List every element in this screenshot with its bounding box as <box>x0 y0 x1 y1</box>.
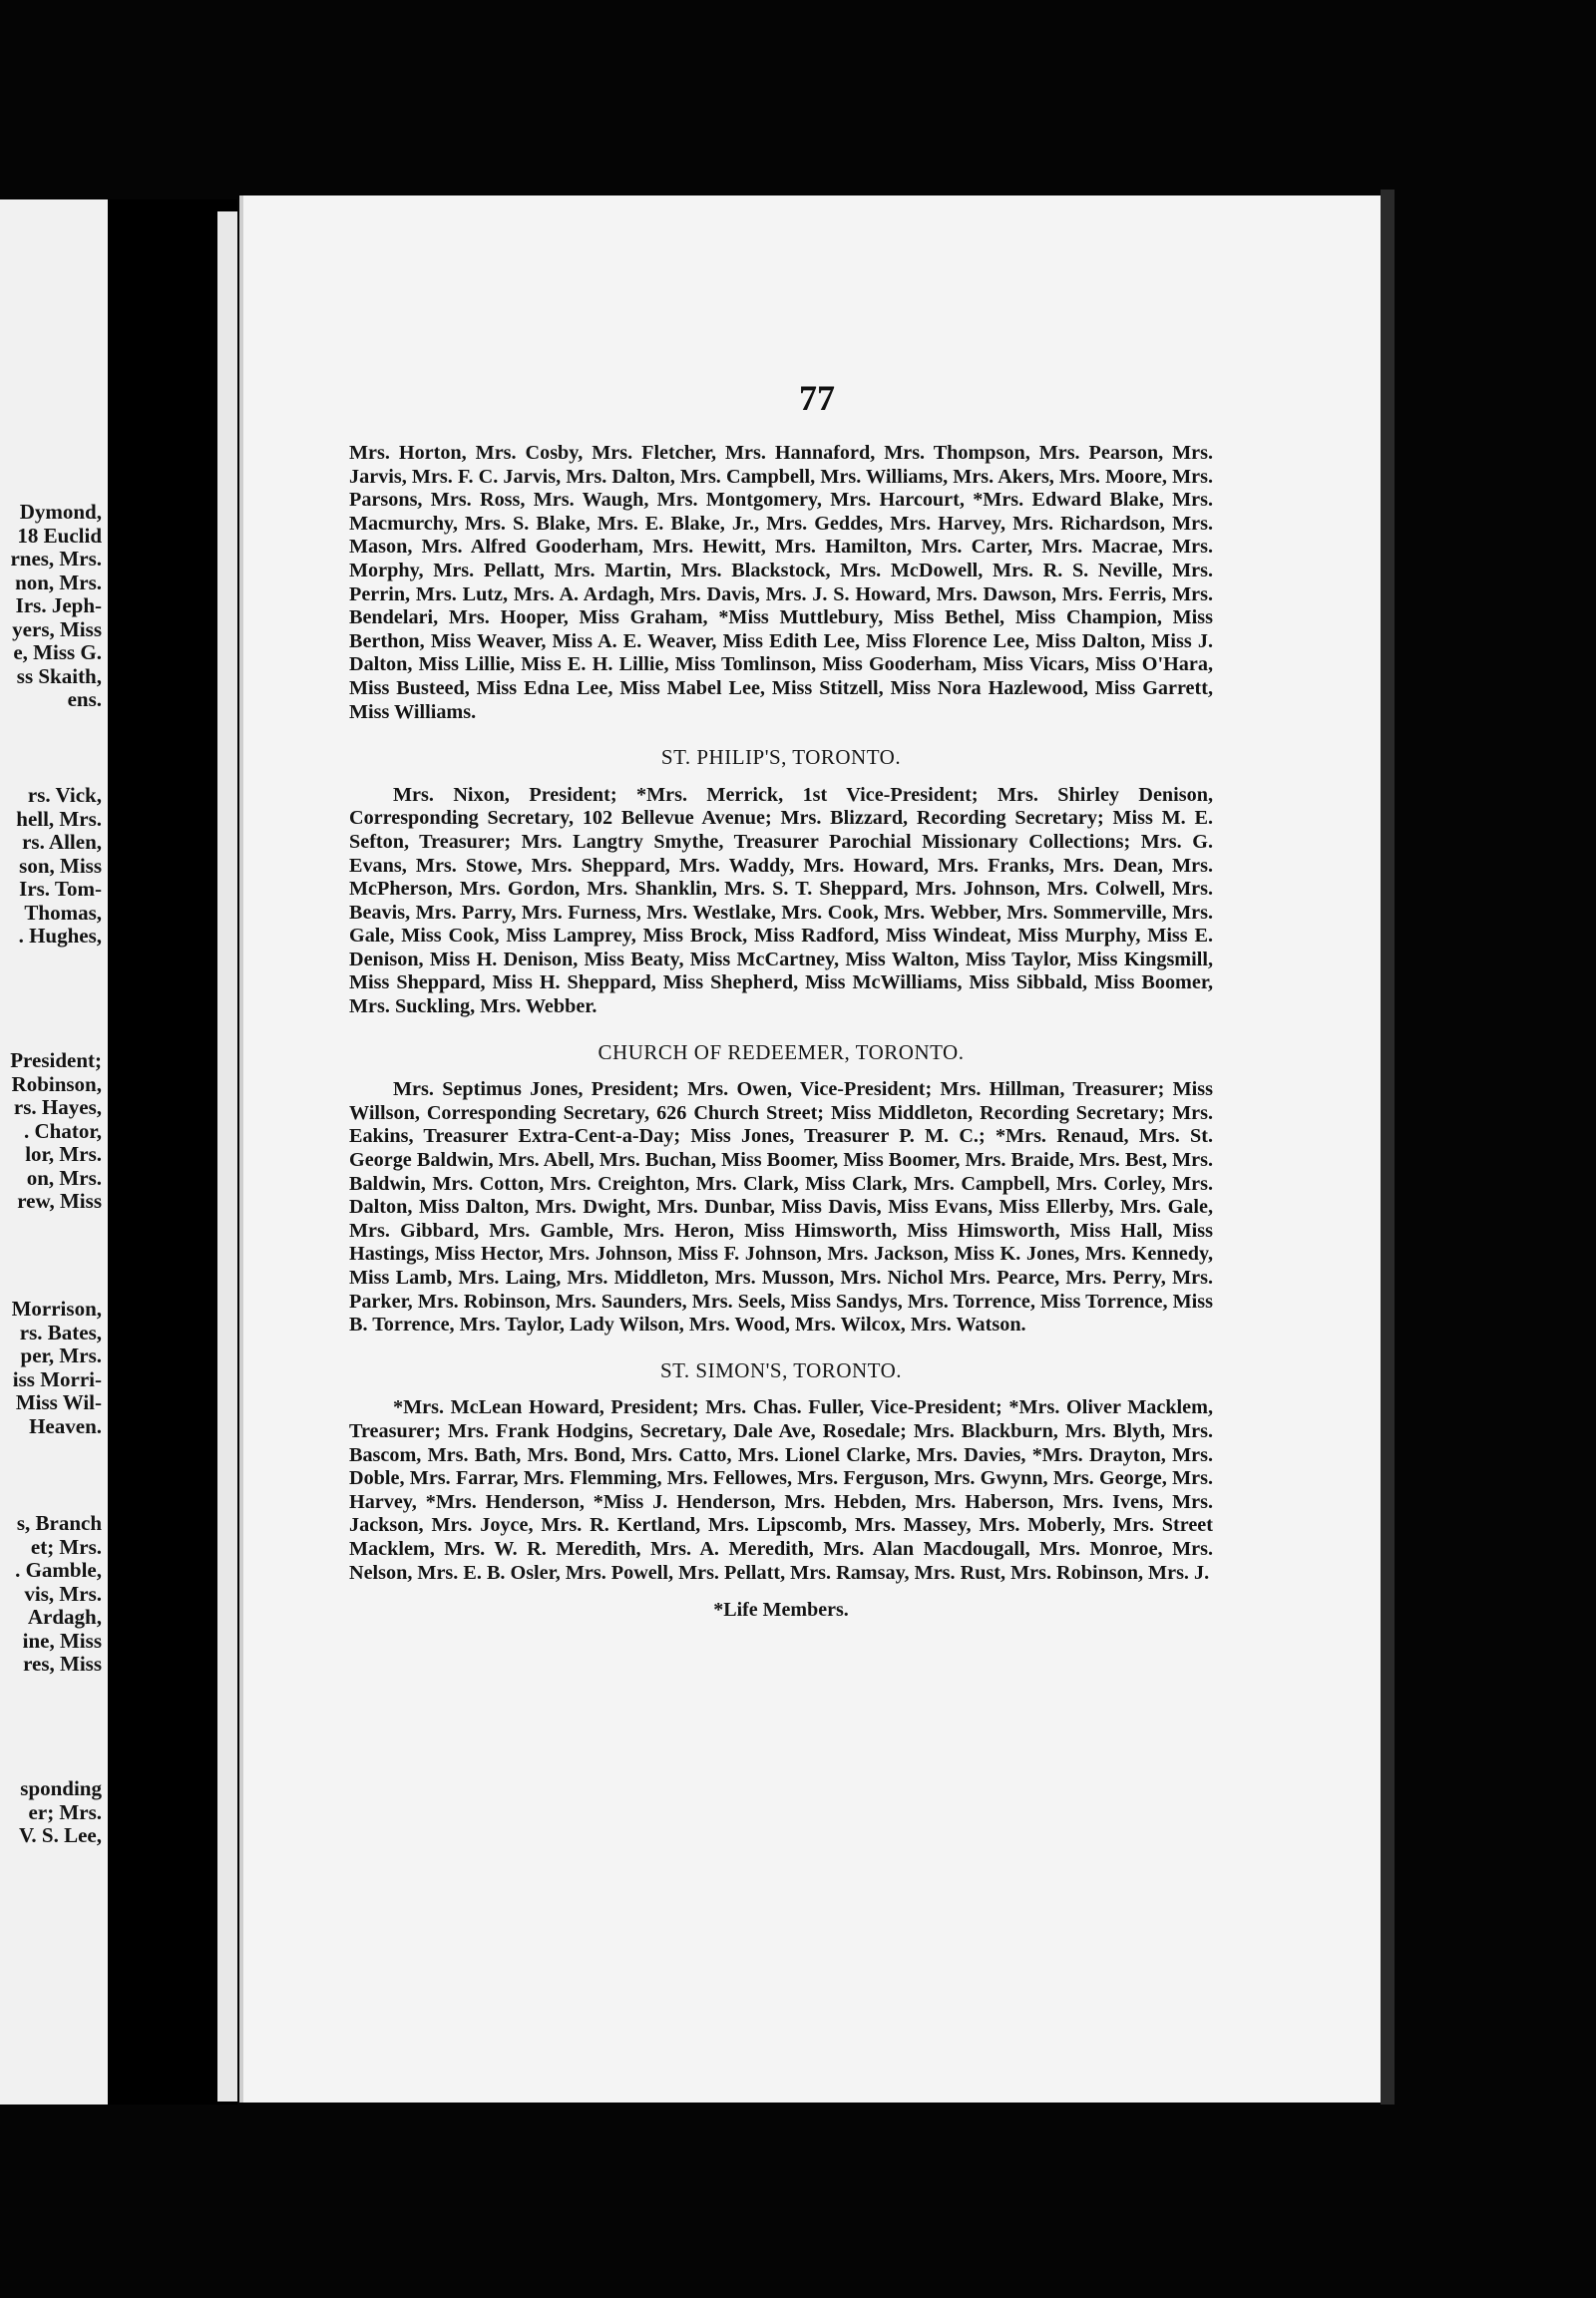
left-page-line: rew, Miss <box>17 1189 102 1213</box>
left-page-block-3 <box>10 1049 102 1214</box>
section-heading-church-of-redeemer: CHURCH OF REDEEMER, TORONTO. <box>598 1039 965 1064</box>
left-page-line: e, Miss G. <box>13 640 102 664</box>
left-page-line: non, Mrs. <box>15 570 102 594</box>
left-page-line: son, Miss <box>19 853 102 878</box>
left-page-line: Miss Wil- <box>15 1390 102 1414</box>
left-page-line: Thomas, <box>24 900 102 925</box>
page-number: 77 <box>799 378 835 418</box>
section-heading-st-simons: ST. SIMON'S, TORONTO. <box>659 1357 903 1382</box>
left-page-block-1 <box>10 501 102 712</box>
left-page-line: er; Mrs. <box>28 1799 102 1824</box>
section-heading-st-philips: ST. PHILIP'S, TORONTO. <box>660 745 902 770</box>
left-page-line: hell, Mrs. <box>16 806 102 831</box>
left-page-block-5 <box>15 1512 102 1677</box>
spine-edge <box>217 211 237 2102</box>
footnote-life-members: *Life Members. <box>713 1599 849 1622</box>
left-page-block-2 <box>16 784 102 949</box>
left-page-line: yers, Miss <box>12 616 102 641</box>
section-text-st-philips: Mrs. Nixon, President; *Mrs. Merrick, 1st Vice-President; Mrs. Shirley Denison, Corresponding Secretary, 102 Bellevue Avenue; Mrs. Blizzard, Recording Secretary; Miss M. E. Sefton, Treasurer; Mrs. Langtry Smythe, Treasurer Parochial Missionary Collections; Mrs. G. Evans, Mrs. Stowe, Mrs. Sheppard, Mrs. Waddy, Mrs. Howard, Mrs. Franks, Mrs. Dean, Mrs. McPherson, Mrs. Gordon, Mrs. Shanklin, Mrs. S. T. Sheppard, Mrs. Johnson, Mrs. Colwell, Mrs. Beavis, Mrs. Parry, Mrs. Furness, Mrs. Westlake, Mrs. Cook, Mrs. Webber, Mrs. Sommerville, Mrs. Gale, Miss Cook, Miss Lamprey, Miss Brock, Miss Radford, Miss Windeat, Miss Murphy, Miss E. Denison, Miss H. Denison, Miss Beaty, Miss McCartney, Miss Walton, Miss Taylor, Miss Kingsmill, Miss Sheppard, Miss H. Sheppard, Miss Shepherd, Miss McWilliams, Miss Sibbald, Miss Boomer, Mrs. Suckling, Mrs. Webber. <box>349 783 1213 1018</box>
section-text-st-simons: *Mrs. McLean Howard, President; Mrs. Chas. Fuller, Vice-President; *Mrs. Oliver Macklem, Treasurer; Mrs. Frank Hodgins, Secretary, Dale Ave, Rosedale; Mrs. Blackburn, Mrs. Blyth, Mrs. Bascom, Mrs. Bath, Mrs. Bond, Mrs. Catto, Mrs. Lionel Clarke, Mrs. Davies, *Mrs. Drayton, Mrs. Doble, Mrs. Farrar, Mrs. Flemming, Mrs. Fellowes, Mrs. Ferguson, Mrs. Gwynn, Mrs. George, Mrs. Harvey, *Mrs. Henderson, *Miss J. Henderson, Mrs. Hebden, Mrs. Haberson, Mrs. Ivens, Mrs. Jackson, Mrs. Joyce, Mrs. R. Kertland, Mrs. Lipscomb, Mrs. Massey, Mrs. Moberly, Mrs. Street Macklem, Mrs. W. R. Meredith, Mrs. A. Meredith, Mrs. Alan Macdougall, Mrs. Monroe, Mrs. Nelson, Mrs. E. B. Osler, Mrs. Powell, Mrs. Pellatt, Mrs. Ramsay, Mrs. Rust, Mrs. Robinson, Mrs. J. <box>349 1396 1213 1584</box>
left-page-line: vis, Mrs. <box>24 1581 102 1606</box>
left-page-line: . Gamble, <box>15 1558 102 1582</box>
left-page-line: Irs. Jeph- <box>15 593 102 617</box>
left-page-line: Heaven. <box>29 1413 102 1438</box>
left-page-line: President; <box>10 1048 102 1072</box>
left-page-line: 18 Euclid <box>17 523 102 548</box>
left-page-line: rs. Vick, <box>27 783 102 807</box>
left-page-line: on, Mrs. <box>26 1165 102 1190</box>
left-page-block-6 <box>19 1777 102 1848</box>
left-page-line: Robinson, <box>11 1071 102 1096</box>
left-page-line: rs. Allen, <box>22 830 102 854</box>
left-page-line: . Chator, <box>24 1118 102 1143</box>
left-page-line: rs. Hayes, <box>13 1095 102 1119</box>
book-page <box>239 195 1391 2103</box>
left-page-line: per, Mrs. <box>20 1343 102 1367</box>
page-right-edge <box>1381 190 1395 2105</box>
left-page-line: ine, Miss <box>22 1628 102 1653</box>
left-page-line: iss Morri- <box>12 1366 102 1391</box>
left-page-line: rnes, Mrs. <box>10 547 102 571</box>
intro-member-list: Mrs. Horton, Mrs. Cosby, Mrs. Fletcher, Mrs. Hannaford, Mrs. Thompson, Mrs. Pearson, Mrs. Jarvis, Mrs. F. C. Jarvis, Mrs. Dalton, Mrs. Campbell, Mrs. Williams, Mrs. Akers, Mrs. Moore, Mrs. Parsons, Mrs. Ross, Mrs. Waugh, Mrs. Montgomery, Mrs. Harcourt, *Mrs. Edward Blake, Mrs. Macmurchy, Mrs. S. Blake, Mrs. E. Blake, Jr., Mrs. Geddes, Mrs. Harvey, Mrs. Richardson, Mrs. Mason, Mrs. Alfred Gooderham, Mrs. Hewitt, Mrs. Hamilton, Mrs. Carter, Mrs. Macrae, Mrs. Morphy, Mrs. Pellatt, Mrs. Martin, Mrs. Blackstock, Mrs. McDowell, Mrs. R. S. Neville, Mrs. Perrin, Mrs. Lutz, Mrs. A. Ardagh, Mrs. Davis, Mrs. J. S. Howard, Mrs. Dawson, Mrs. Ferris, Mrs. Bendelari, Mrs. Hooper, Miss Graham, *Miss Muttlebury, Miss Bethel, Miss Champion, Miss Berthon, Miss Weaver, Miss A. E. Weaver, Miss Edith Lee, Miss Florence Lee, Miss Dalton, Miss J. Dalton, Miss Lillie, Miss E. H. Lillie, Miss Tomlinson, Miss Gooderham, Miss Vicars, Miss O'Hara, Miss Busteed, Miss Edna Lee, Miss Mabel Lee, Miss Stitzell, Miss Nora Hazlewood, Miss Garrett, Miss Williams. <box>349 442 1213 723</box>
left-page-line: rs. Bates, <box>19 1320 102 1344</box>
page-content <box>349 442 1213 1623</box>
left-page-block-4 <box>12 1298 102 1438</box>
left-page-line: sponding <box>20 1776 102 1800</box>
left-page-line: ens. <box>67 687 102 711</box>
left-page-line: et; Mrs. <box>30 1534 102 1559</box>
left-page-line: ss Skaith, <box>16 663 102 688</box>
left-page-line: Irs. Tom- <box>19 877 102 901</box>
left-page-line: Dymond, <box>19 500 102 524</box>
left-page-line: Ardagh, <box>27 1605 102 1629</box>
left-page-line: lor, Mrs. <box>25 1142 102 1166</box>
left-page-line: . Hughes, <box>18 924 102 948</box>
left-page-line: s, Branch <box>16 1511 102 1535</box>
left-page-line: Morrison, <box>11 1297 102 1321</box>
section-text-church-of-redeemer: Mrs. Septimus Jones, President; Mrs. Owen, Vice-President; Mrs. Hillman, Treasurer; Miss Willson, Corresponding Secretary, 626 Church Street; Miss Middleton, Recording Secretary; Mrs. Eakins, Treasurer Extra-Cent-a-Day; Miss Jones, Treasurer P. M. C.; *Mrs. Renaud, Mrs. St. George Baldwin, Mrs. Abell, Mrs. Buchan, Miss Boomer, Miss Boomer, Mrs. Braide, Mrs. Best, Mrs. Baldwin, Mrs. Cotton, Mrs. Creighton, Mrs. Clark, Miss Clark, Mrs. Campbell, Mrs. Corley, Mrs. Dalton, Miss Dalton, Mrs. Dwight, Mrs. Dunbar, Miss Davis, Miss Evans, Miss Ellerby, Mrs. Gale, Mrs. Gibbard, Mrs. Gamble, Mrs. Heron, Miss Himsworth, Miss Himsworth, Miss Hall, Miss Hastings, Miss Hector, Mrs. Johnson, Miss F. Johnson, Mrs. Jackson, Miss K. Jones, Mrs. Kennedy, Miss Lamb, Mrs. Laing, Mrs. Middleton, Mrs. Musson, Mrs. Nichol Mrs. Pearce, Mrs. Perry, Mrs. Parker, Mrs. Robinson, Mrs. Saunders, Mrs. Seels, Miss Sandys, Mrs. Torrence, Miss Torrence, Miss B. Torrence, Mrs. Taylor, Lady Wilson, Mrs. Wood, Mrs. Wilcox, Mrs. Watson. <box>349 1078 1213 1337</box>
left-page-line: V. S. Lee, <box>18 1823 102 1847</box>
left-facing-page <box>0 199 108 2105</box>
left-page-line: res, Miss <box>23 1652 102 1676</box>
